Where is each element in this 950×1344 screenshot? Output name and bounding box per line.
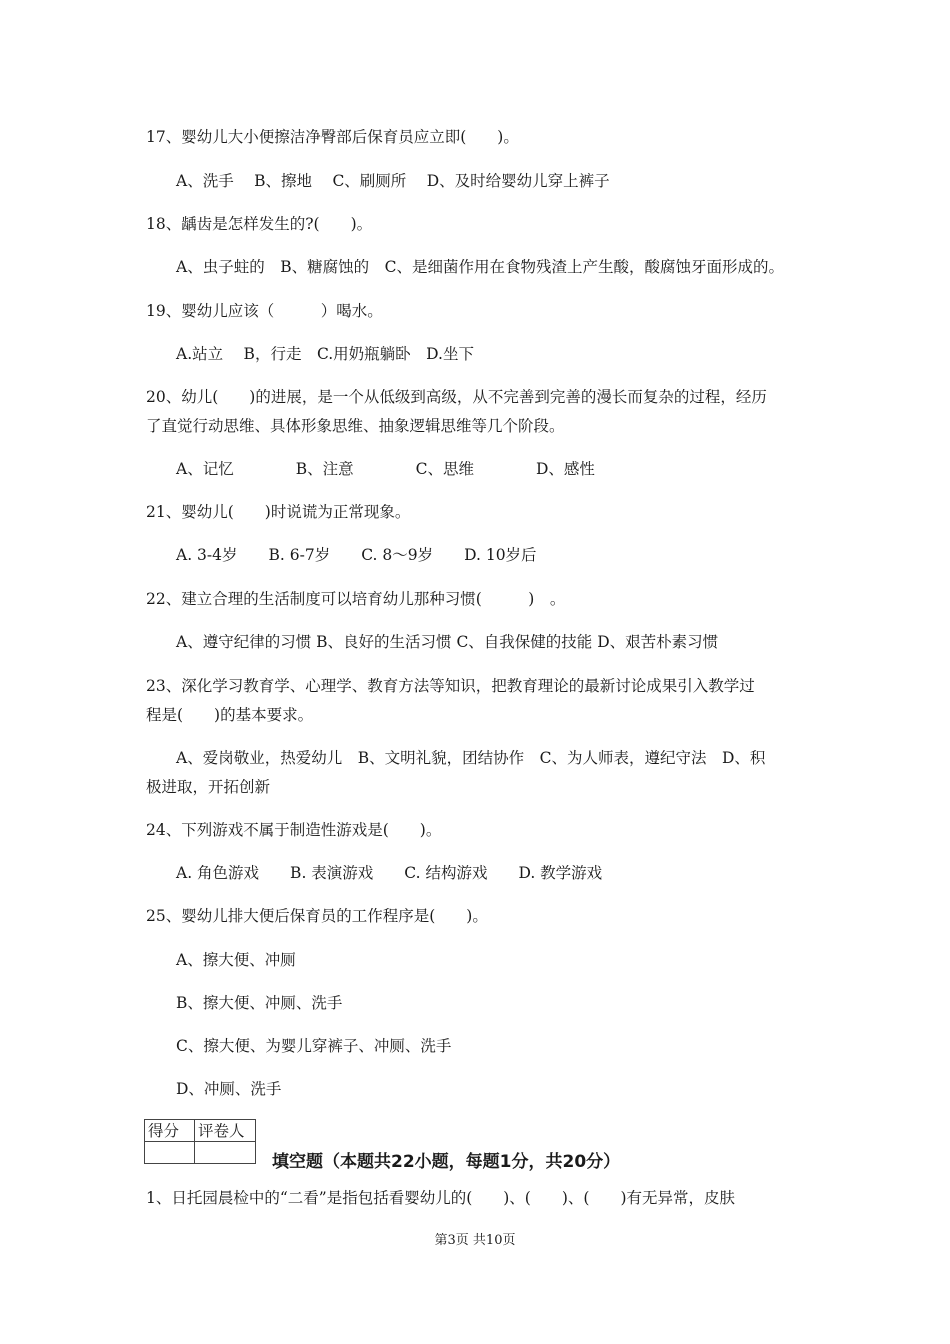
question-23-options-line2: 极进取，开拓创新: [146, 778, 271, 796]
question-25-option-b: B、擦大便、冲厕、洗手: [176, 994, 343, 1012]
question-24-stem: 24、下列游戏不属于制造性游戏是( )。: [146, 821, 442, 839]
question-25-option-a: A、擦大便、冲厕: [176, 951, 296, 969]
question-21-stem: 21、婴幼儿( )时说谎为正常现象。: [146, 503, 411, 521]
grader-cell: [195, 1142, 256, 1164]
question-23-stem-line2: 程是( )的基本要求。: [146, 706, 314, 724]
question-18-stem: 18、龋齿是怎样发生的?( )。: [146, 215, 373, 233]
question-17-stem: 17、婴幼儿大小便擦洁净臀部后保育员应立即( )。: [146, 128, 519, 146]
score-box: [144, 1119, 256, 1164]
question-25-stem: 25、婴幼儿排大便后保育员的工作程序是( )。: [146, 907, 488, 925]
score-cell: [145, 1142, 195, 1164]
section-title: 填空题（本题共22小题，每题1分，共20分）: [272, 1152, 621, 1172]
question-20-stem-line2: 了直觉行动思维、具体形象思维、抽象逻辑思维等几个阶段。: [146, 417, 565, 435]
question-19-options: A.站立 B，行走 C.用奶瓶躺卧 D.坐下: [176, 345, 474, 363]
question-25-option-d: D、冲厕、洗手: [176, 1080, 282, 1098]
question-24-options: A. 角色游戏 B. 表演游戏 C. 结构游戏 D. 教学游戏: [176, 864, 603, 882]
question-18-options: A、虫子蛀的 B、糖腐蚀的 C、是细菌作用在食物残渣上产生酸，酸腐蚀牙面形成的。: [176, 258, 784, 276]
question-20-stem-line1: 20、幼儿( )的进展，是一个从低级到高级，从不完善到完善的漫长而复杂的过程，经历: [146, 388, 767, 406]
grader-label: 评卷人: [195, 1120, 256, 1142]
page-footer: 第3页 共10页: [434, 1233, 516, 1248]
question-17-options: A、洗手 B、擦地 C、刷厕所 D、及时给婴幼儿穿上裤子: [176, 172, 610, 190]
fill-question-1: 1、日托园晨检中的“二看”是指包括看婴幼儿的( )、( )、( )有无异常，皮肤: [146, 1189, 735, 1207]
question-23-stem-line1: 23、深化学习教育学、心理学、教育方法等知识，把教育理论的最新讨论成果引入教学过: [146, 677, 755, 695]
question-25-option-c: C、擦大便、为婴儿穿裤子、冲厕、洗手: [176, 1037, 452, 1055]
question-19-stem: 19、婴幼儿应该（ ）喝水。: [146, 302, 383, 320]
question-22-options: A、遵守纪律的习惯 B、良好的生活习惯 C、自我保健的技能 D、艰苦朴素习惯: [176, 633, 719, 651]
question-20-options: A、记忆 B、注意 C、思维 D、感性: [176, 460, 595, 478]
question-22-stem: 22、建立合理的生活制度可以培育幼儿那种习惯( ) 。: [146, 590, 566, 608]
question-21-options: A. 3-4岁 B. 6-7岁 C. 8～9岁 D. 10岁后: [176, 546, 537, 564]
score-label: 得分: [145, 1120, 195, 1142]
question-23-options-line1: A、爱岗敬业，热爱幼儿 B、文明礼貌，团结协作 C、为人师表，遵纪守法 D、积: [176, 749, 766, 767]
